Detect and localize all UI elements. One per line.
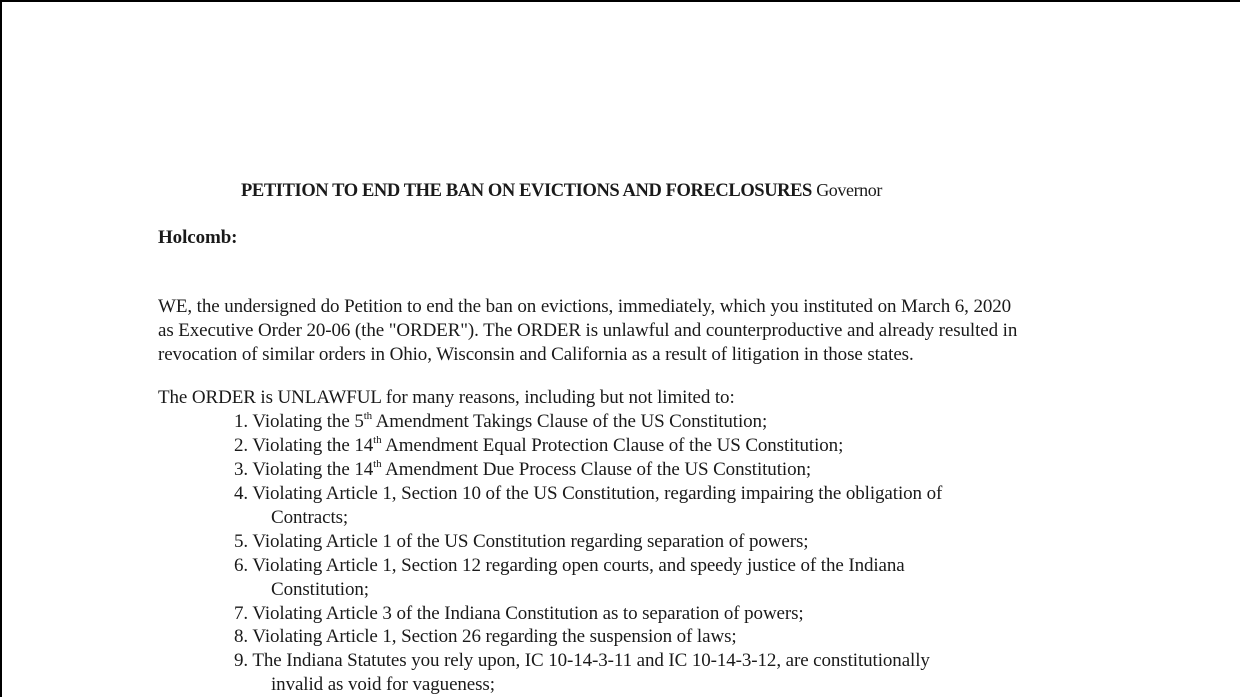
reason-item-7 [234, 602, 804, 626]
reason-number: 9. [234, 650, 249, 671]
reason-item-4 [234, 482, 942, 506]
petition-title-bold: PETITION TO END THE BAN ON EVICTIONS AND FORECLOSURES [241, 181, 812, 201]
reason-number: 3. [234, 459, 249, 480]
intro-paragraph-line-3: revocation of similar orders in Ohio, Wisconsin and California as a result of litigation in those states. [158, 344, 914, 365]
reason-item-9 [234, 649, 930, 673]
reason-item-6-continuation: Constitution; [271, 579, 369, 600]
reason-text-pre: Violating the 5 [252, 411, 364, 432]
reason-item-5 [234, 530, 808, 554]
reason-item-1 [234, 410, 767, 434]
ordinal-suffix: th [363, 409, 373, 422]
reason-item-8 [234, 625, 737, 649]
reason-number: 7. [234, 603, 249, 624]
reason-text: Violating Article 1 of the US Constitution regarding separation of powers; [252, 531, 809, 552]
reason-number: 1. [234, 411, 249, 432]
intro-paragraph-line-2: as Executive Order 20-06 (the "ORDER"). The ORDER is unlawful and counterproductive and already resulted in [158, 320, 1018, 341]
reason-number: 4. [234, 483, 249, 504]
reason-text: The Indiana Statutes you rely upon, IC 10-14-3-11 and IC 10-14-3-12, are constitutionally [252, 650, 930, 671]
reason-item-4-continuation: Contracts; [271, 507, 349, 528]
reason-number: 6. [234, 555, 249, 576]
reason-text: Violating Article 3 of the Indiana Constitution as to separation of powers; [252, 603, 804, 624]
reason-item-9-continuation: invalid as void for vagueness; [271, 674, 495, 695]
reason-item-6 [234, 554, 905, 578]
reason-text: Violating Article 1, Section 12 regarding open courts, and speedy justice of the Indiana [252, 555, 905, 576]
reason-number: 5. [234, 531, 249, 552]
reason-text-pre: Violating the 14 [252, 435, 374, 456]
petition-title-addressee: Governor [816, 180, 882, 200]
reason-number: 2. [234, 435, 249, 456]
reason-text-post: Amendment Due Process Clause of the US Constitution; [381, 459, 812, 480]
salutation: Holcomb: [158, 227, 238, 248]
petition-title [241, 178, 882, 203]
reason-item-2 [234, 434, 843, 458]
reason-number: 8. [234, 626, 249, 647]
intro-paragraph-line-1: WE, the undersigned do Petition to end the ban on evictions, immediately, which you instituted on March 6, 2020 [158, 296, 1012, 317]
list-intro: The ORDER is UNLAWFUL for many reasons, including but not limited to: [158, 387, 735, 408]
reason-text: Violating Article 1, Section 26 regarding the suspension of laws; [252, 626, 737, 647]
ordinal-suffix: th [373, 457, 382, 470]
ordinal-suffix: th [373, 433, 382, 446]
reason-text-pre: Violating the 14 [252, 459, 374, 480]
reason-text-post: Amendment Takings Clause of the US Constitution; [372, 411, 768, 432]
reason-text: Violating Article 1, Section 10 of the US Constitution, regarding impairing the obligation of [252, 483, 943, 504]
reason-text-post: Amendment Equal Protection Clause of the US Constitution; [381, 435, 844, 456]
reason-item-3 [234, 458, 811, 482]
